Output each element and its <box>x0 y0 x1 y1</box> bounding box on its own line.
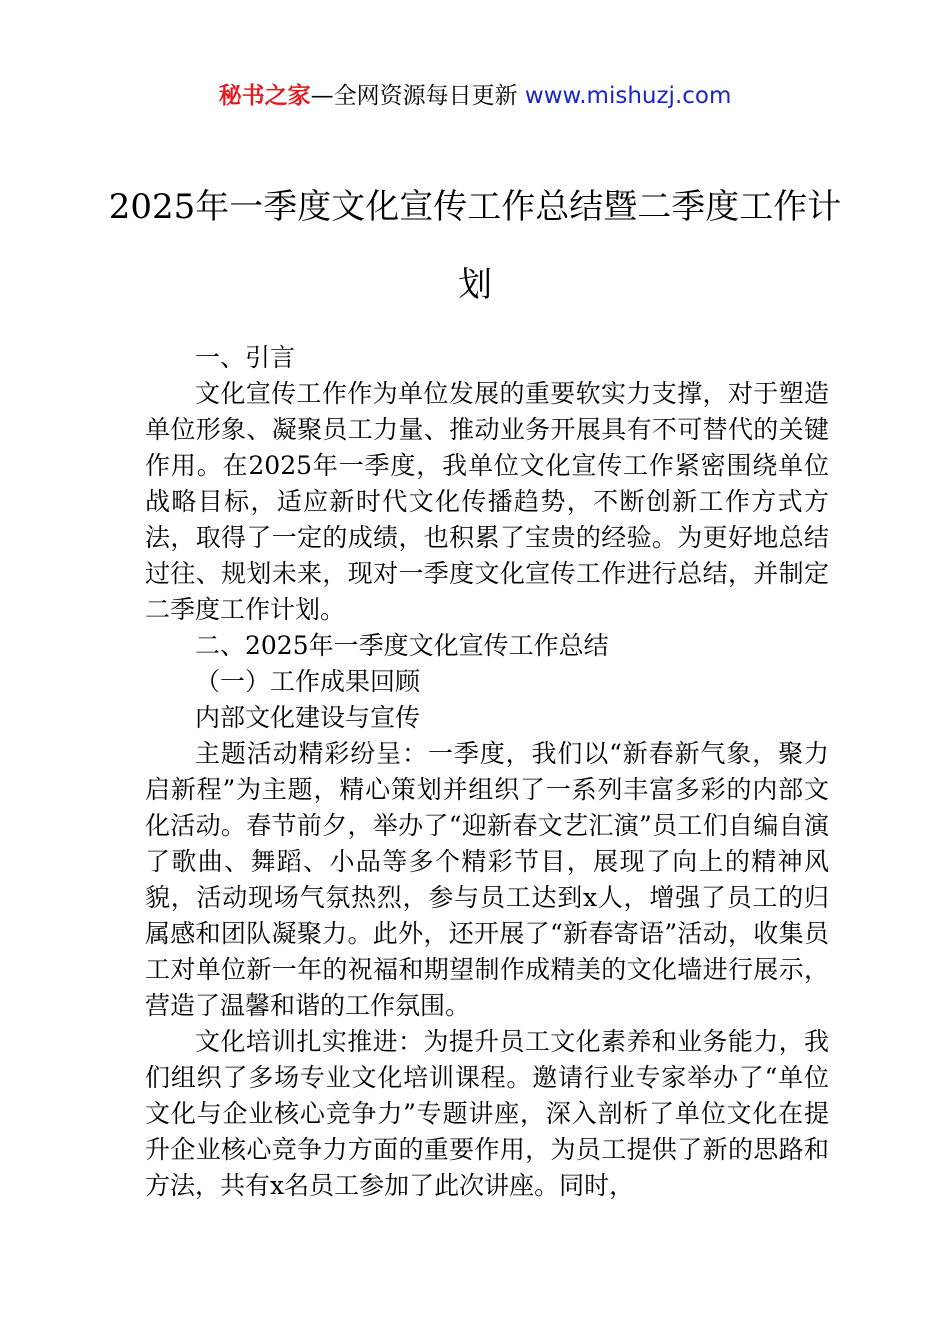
document-body <box>145 340 829 1204</box>
paragraph-theme-activities: 主题活动精彩纷呈：一季度，我们以“新春新气象，聚力启新程”为主题，精心策划并组织了一系列丰富多彩的内部文化活动。春节前夕，举办了“迎新春文艺汇演”员工们自编自演了歌曲、舞蹈、小品等多个精彩节目，展现了向上的精神风貌，活动现场气氛热烈，参与员工达到x人，增强了员工的归属感和团队凝聚力。此外，还开展了“新春寄语”活动，收集员工对单位新一年的祝福和期望制作成精美的文化墙进行展示，营造了温馨和谐的工作氛围。 <box>145 739 829 1020</box>
site-url-link[interactable]: www.mishuzj.com <box>524 83 732 109</box>
paragraph-culture-training: 文化培训扎实推进：为提升员工文化素养和业务能力，我们组织了多场专业文化培训课程。邀请行业专家举办了“单位文化与企业核心竞争力”专题讲座，深入剖析了单位文化在提升企业核心竞争力方面的重要作用，为员工提供了新的思路和方法，共有x名员工参加了此次讲座。同时， <box>145 1027 829 1200</box>
site-slogan: —全网资源每日更新 <box>310 83 518 109</box>
subsection-heading-achievements: （一）工作成果回顾 <box>195 667 421 696</box>
item-heading-internal-culture: 内部文化建设与宣传 <box>195 703 421 732</box>
document-title: 2025年一季度文化宣传工作总结暨二季度工作计划 <box>108 187 842 305</box>
site-header <box>0 80 950 112</box>
section-heading-introduction: 一、引言 <box>195 343 296 372</box>
section-heading-summary: 二、2025年一季度文化宣传工作总结 <box>195 631 609 660</box>
paragraph-introduction: 文化宣传工作作为单位发展的重要软实力支撑，对于塑造单位形象、凝聚员工力量、推动业务开展具有不可替代的关键作用。在2025年一季度，我单位文化宣传工作紧密围绕单位战略目标，适应新时代文化传播趋势，不断创新工作方式方法，取得了一定的成绩，也积累了宝贵的经验。为更好地总结过往、规划未来，现对一季度文化宣传工作进行总结，并制定二季度工作计划。 <box>145 379 829 624</box>
site-brand: 秘书之家 <box>218 83 311 109</box>
